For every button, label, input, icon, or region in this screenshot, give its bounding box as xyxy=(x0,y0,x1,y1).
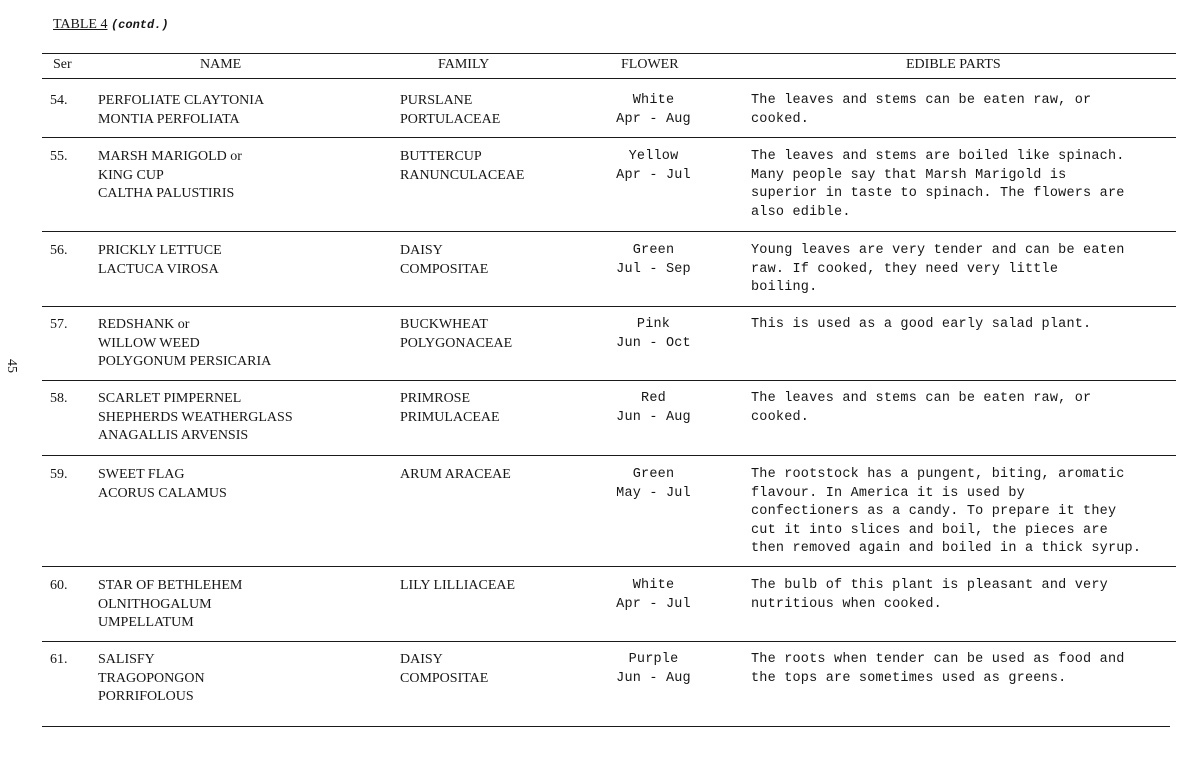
flower-info-line: Apr - Jul xyxy=(616,167,691,183)
flower-info xyxy=(606,242,701,279)
flower-info xyxy=(606,651,701,688)
edible-parts-line: cooked. xyxy=(751,409,810,425)
plant-family xyxy=(400,390,500,427)
plant-name-line: MARSH MARIGOLD or xyxy=(98,149,242,164)
page-number: 45 xyxy=(4,359,19,373)
plant-family-line: BUTTERCUP xyxy=(400,149,482,164)
plant-family-line: COMPOSITAE xyxy=(400,670,489,686)
plant-name xyxy=(98,148,242,204)
table-bottom-rule xyxy=(42,726,1170,727)
plant-name-line: POLYGONUM PERSICARIA xyxy=(98,354,272,369)
row-separator xyxy=(42,306,1176,307)
edible-parts xyxy=(751,148,1125,222)
plant-family-line: DAISY xyxy=(400,652,443,667)
header-name: NAME xyxy=(200,57,242,72)
header-top-rule xyxy=(42,53,1176,54)
plant-family-line: POLYGONACEAE xyxy=(400,335,513,351)
plant-name xyxy=(98,92,264,129)
flower-info-line: Jun - Aug xyxy=(616,670,691,686)
table-title xyxy=(53,17,169,33)
plant-name-line: STAR OF BETHLEHEM xyxy=(98,578,243,593)
plant-family xyxy=(400,577,515,596)
flower-info-line: Purple xyxy=(628,652,679,667)
plant-name xyxy=(98,242,222,279)
plant-family-line: ARUM ARACEAE xyxy=(400,467,511,482)
flower-info-line: Pink xyxy=(636,317,671,332)
flower-info-line: Red xyxy=(641,391,666,406)
plant-family-line: DAISY xyxy=(400,243,443,258)
plant-name-line: PRICKLY LETTUCE xyxy=(98,243,222,258)
flower-info-line: White xyxy=(632,93,675,108)
flower-info-line: Apr - Aug xyxy=(616,111,691,127)
edible-parts-line: superior in taste to spinach. The flowers are xyxy=(751,186,1125,201)
header-edible-parts: EDIBLE PARTS xyxy=(906,57,1001,72)
plant-name xyxy=(98,390,293,446)
plant-name-line: SWEET FLAG xyxy=(98,467,185,482)
plant-name-line: PERFOLIATE CLAYTONIA xyxy=(98,93,265,108)
edible-parts-line: The roots when tender can be used as food and xyxy=(751,652,1125,667)
plant-family xyxy=(400,651,488,688)
ser-number: 60. xyxy=(50,578,68,593)
plant-family-line: PRIMULACEAE xyxy=(400,409,500,425)
row-separator xyxy=(42,380,1176,381)
flower-info xyxy=(606,390,701,427)
plant-family xyxy=(400,148,524,185)
flower-info xyxy=(606,466,701,503)
plant-family xyxy=(400,316,512,353)
ser-number: 54. xyxy=(50,93,68,108)
plant-family-line: LILY LILLIACEAE xyxy=(400,578,516,593)
plant-family-line: RANUNCULACEAE xyxy=(400,167,525,183)
row-separator xyxy=(42,641,1176,642)
flower-info-line: Green xyxy=(632,467,675,482)
edible-parts xyxy=(751,92,1091,129)
row-separator xyxy=(42,455,1176,456)
edible-parts-line: the tops are sometimes used as greens. xyxy=(751,670,1067,686)
edible-parts-line: flavour. In America it is used by xyxy=(751,485,1025,501)
plant-name-line: SALISFY xyxy=(98,652,155,667)
plant-name-line: TRAGOPONGON xyxy=(98,670,205,686)
plant-name-line: UMPELLATUM xyxy=(98,615,194,630)
plant-name-line: ANAGALLIS ARVENSIS xyxy=(98,428,249,443)
plant-name-line: KING CUP xyxy=(98,167,164,183)
edible-parts-line: also edible. xyxy=(751,204,851,220)
edible-parts-line: nutritious when cooked. xyxy=(751,596,942,612)
plant-name-line: ACORUS CALAMUS xyxy=(98,485,227,501)
edible-parts xyxy=(751,577,1108,614)
ser-number: 61. xyxy=(50,652,68,667)
flower-info-line: Yellow xyxy=(628,149,679,164)
flower-info xyxy=(606,148,701,185)
plant-family-line: PORTULACEAE xyxy=(400,111,501,127)
flower-info-line: Jul - Sep xyxy=(616,261,691,277)
flower-info-line: May - Jul xyxy=(616,485,691,501)
flower-info-line: White xyxy=(632,578,675,593)
edible-parts xyxy=(751,651,1125,688)
flower-info-line: Green xyxy=(632,243,675,258)
flower-info-line: Apr - Jul xyxy=(616,596,691,612)
edible-parts-line: then removed again and boiled in a thick syrup. xyxy=(751,541,1142,556)
flower-info xyxy=(606,316,701,353)
header-ser: Ser xyxy=(53,57,72,72)
row-separator xyxy=(42,231,1176,232)
edible-parts-line: Many people say that Marsh Marigold is xyxy=(751,167,1067,183)
edible-parts-line: The leaves and stems can be eaten raw, or xyxy=(751,391,1092,406)
plant-family xyxy=(400,466,511,485)
edible-parts-line: cut it into slices and boil, the pieces are xyxy=(751,522,1108,538)
edible-parts-line: The rootstock has a pungent, biting, aromatic xyxy=(751,467,1125,482)
flower-info xyxy=(606,92,701,129)
plant-name-line: LACTUCA VIROSA xyxy=(98,261,219,277)
plant-name xyxy=(98,651,205,707)
ser-number: 59. xyxy=(50,467,68,482)
ser-number: 57. xyxy=(50,317,68,332)
row-separator xyxy=(42,137,1176,138)
plant-name-line: PORRIFOLOUS xyxy=(98,689,194,704)
plant-name-line: CALTHA PALUSTIRIS xyxy=(98,186,235,201)
plant-name-line: SCARLET PIMPERNEL xyxy=(98,391,242,406)
table-title-suffix: (contd.) xyxy=(110,18,169,32)
edible-parts xyxy=(751,242,1125,298)
plant-family-line: PURSLANE xyxy=(400,93,473,108)
edible-parts xyxy=(751,316,1091,335)
flower-info xyxy=(606,577,701,614)
edible-parts-line: Young leaves are very tender and can be eaten xyxy=(751,243,1125,258)
table-title-label: TABLE 4 xyxy=(53,17,108,32)
edible-parts-line: The bulb of this plant is pleasant and very xyxy=(751,578,1108,593)
ser-number: 58. xyxy=(50,391,68,406)
plant-name xyxy=(98,466,227,503)
plant-name xyxy=(98,577,242,633)
ser-number: 55. xyxy=(50,149,68,164)
flower-info-line: Jun - Oct xyxy=(616,335,691,351)
edible-parts-line: raw. If cooked, they need very little xyxy=(751,261,1059,277)
plant-name-line: MONTIA PERFOLIATA xyxy=(98,111,240,127)
edible-parts-line: The leaves and stems can be eaten raw, or xyxy=(751,93,1092,108)
plant-family-line: PRIMROSE xyxy=(400,391,471,406)
row-separator xyxy=(42,566,1176,567)
plant-name-line: OLNITHOGALUM xyxy=(98,596,212,612)
plant-family-line: BUCKWHEAT xyxy=(400,317,488,332)
plant-name-line: REDSHANK or xyxy=(98,317,190,332)
edible-parts-line: boiling. xyxy=(751,280,818,295)
plant-name-line: SHEPHERDS WEATHERGLASS xyxy=(98,409,293,425)
edible-parts-line: confectioners as a candy. To prepare it they xyxy=(751,504,1117,519)
edible-parts-line: This is used as a good early salad plant. xyxy=(751,317,1092,332)
edible-parts-line: cooked. xyxy=(751,111,810,127)
plant-family xyxy=(400,92,500,129)
header-bottom-rule xyxy=(42,78,1176,79)
flower-info-line: Jun - Aug xyxy=(616,409,691,425)
plant-name xyxy=(98,316,271,372)
header-family: FAMILY xyxy=(438,57,490,72)
plant-family-line: COMPOSITAE xyxy=(400,261,489,277)
edible-parts xyxy=(751,390,1091,427)
header-flower: FLOWER xyxy=(621,57,679,72)
edible-parts xyxy=(751,466,1141,559)
ser-number: 56. xyxy=(50,243,68,258)
edible-parts-line: The leaves and stems are boiled like spinach. xyxy=(751,149,1125,164)
plant-family xyxy=(400,242,488,279)
plant-name-line: WILLOW WEED xyxy=(98,335,200,351)
